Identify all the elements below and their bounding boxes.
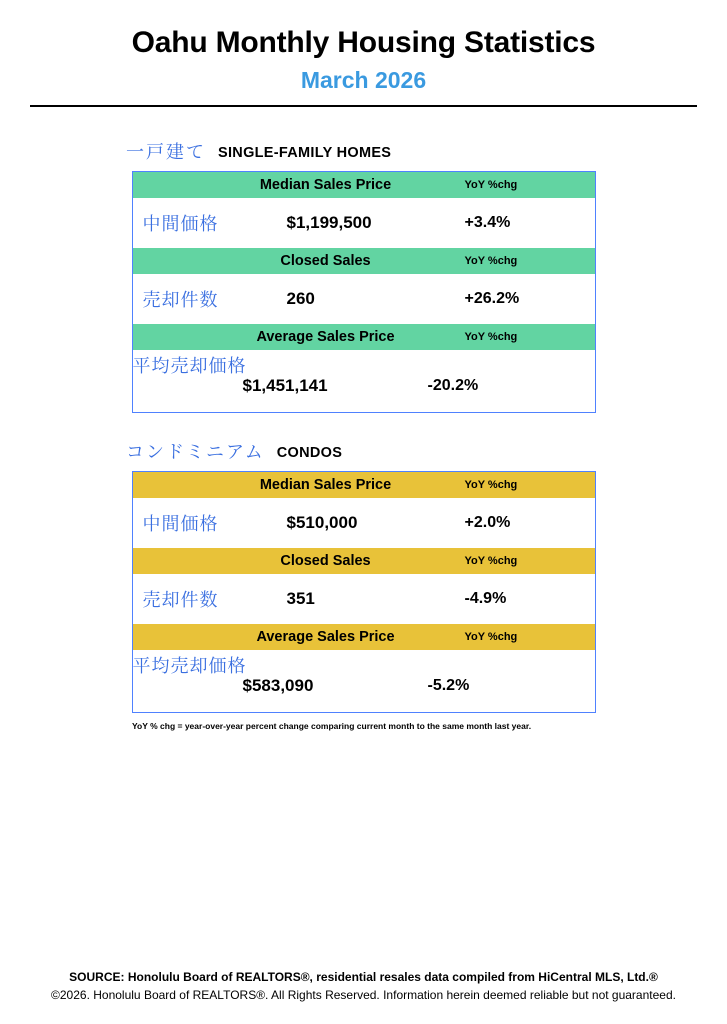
table-row-closed-sales: [133, 274, 595, 324]
band-average-sales-price: [133, 624, 595, 650]
band-title: Closed Sales: [280, 552, 371, 569]
table-row-average-sales-price: [133, 650, 595, 712]
band-median-sales-price: [133, 172, 595, 198]
row-change: +26.2%: [464, 289, 520, 307]
band-title: Average Sales Price: [256, 328, 395, 345]
row-change: +3.4%: [464, 213, 511, 231]
row-value: 351: [286, 588, 315, 608]
table-row-median-sales-price: [133, 498, 595, 548]
band-average-sales-price: [133, 324, 595, 350]
row-change: -4.9%: [464, 589, 507, 607]
copyright-line: ©2026. Honolulu Board of REALTORS®. All Rights Reserved. Information herein deemed reliable but not guaranteed.: [51, 988, 676, 1002]
report-footer: [0, 970, 727, 1002]
band-yoy-label: YoY %chg: [464, 630, 518, 643]
row-label-jp: 中間価格: [142, 213, 219, 234]
table-row-closed-sales: [133, 574, 595, 624]
section-label-jp: 一戸建て: [126, 141, 206, 162]
stats-table-condos: [132, 471, 596, 713]
row-label-jp: 売却件数: [142, 289, 219, 310]
source-line: SOURCE: Honolulu Board of REALTORS®, residential resales data compiled from HiCentral MLS, Ltd.®: [69, 970, 658, 984]
stats-table-single-family: [132, 171, 596, 413]
page-title: Oahu Monthly Housing Statistics: [131, 26, 596, 59]
section-label-jp: コンドミニアム: [126, 441, 265, 462]
section-label-en: SINGLE-FAMILY HOMES: [218, 144, 392, 161]
band-median-sales-price: [133, 472, 595, 498]
section-header-condos: [0, 443, 727, 463]
band-yoy-label: YoY %chg: [464, 554, 518, 567]
footnote: YoY % chg = year-over-year percent change comparing current month to the same month last year.: [132, 720, 532, 731]
row-label-jp: 平均売却価格: [132, 655, 247, 676]
row-value: $510,000: [286, 512, 358, 532]
row-label-jp: 売却件数: [142, 589, 219, 610]
band-title: Median Sales Price: [259, 176, 392, 193]
band-yoy-label: YoY %chg: [464, 478, 518, 491]
row-label-jp: 中間価格: [142, 513, 219, 534]
section-condos: [0, 443, 727, 731]
band-title: Median Sales Price: [259, 476, 392, 493]
page-subtitle: March 2026: [300, 66, 427, 93]
band-closed-sales: [133, 548, 595, 574]
section-label-en: CONDOS: [276, 444, 343, 461]
section-header-single-family: [0, 143, 727, 163]
row-value: 260: [286, 288, 315, 308]
table-row-average-sales-price: [133, 350, 595, 412]
row-value: $583,090: [242, 675, 314, 695]
row-label-jp: 平均売却価格: [132, 355, 247, 376]
report-header: [0, 0, 727, 107]
row-value: $1,451,141: [242, 375, 328, 395]
band-yoy-label: YoY %chg: [464, 330, 518, 343]
band-yoy-label: YoY %chg: [464, 254, 518, 267]
row-change: -5.2%: [427, 676, 470, 694]
section-single-family: [0, 143, 727, 413]
band-closed-sales: [133, 248, 595, 274]
row-change: -20.2%: [427, 376, 479, 394]
row-change: +2.0%: [464, 513, 511, 531]
band-title: Average Sales Price: [256, 628, 395, 645]
band-title: Closed Sales: [280, 252, 371, 269]
table-row-median-sales-price: [133, 198, 595, 248]
row-value: $1,199,500: [286, 212, 372, 232]
band-yoy-label: YoY %chg: [464, 178, 518, 191]
